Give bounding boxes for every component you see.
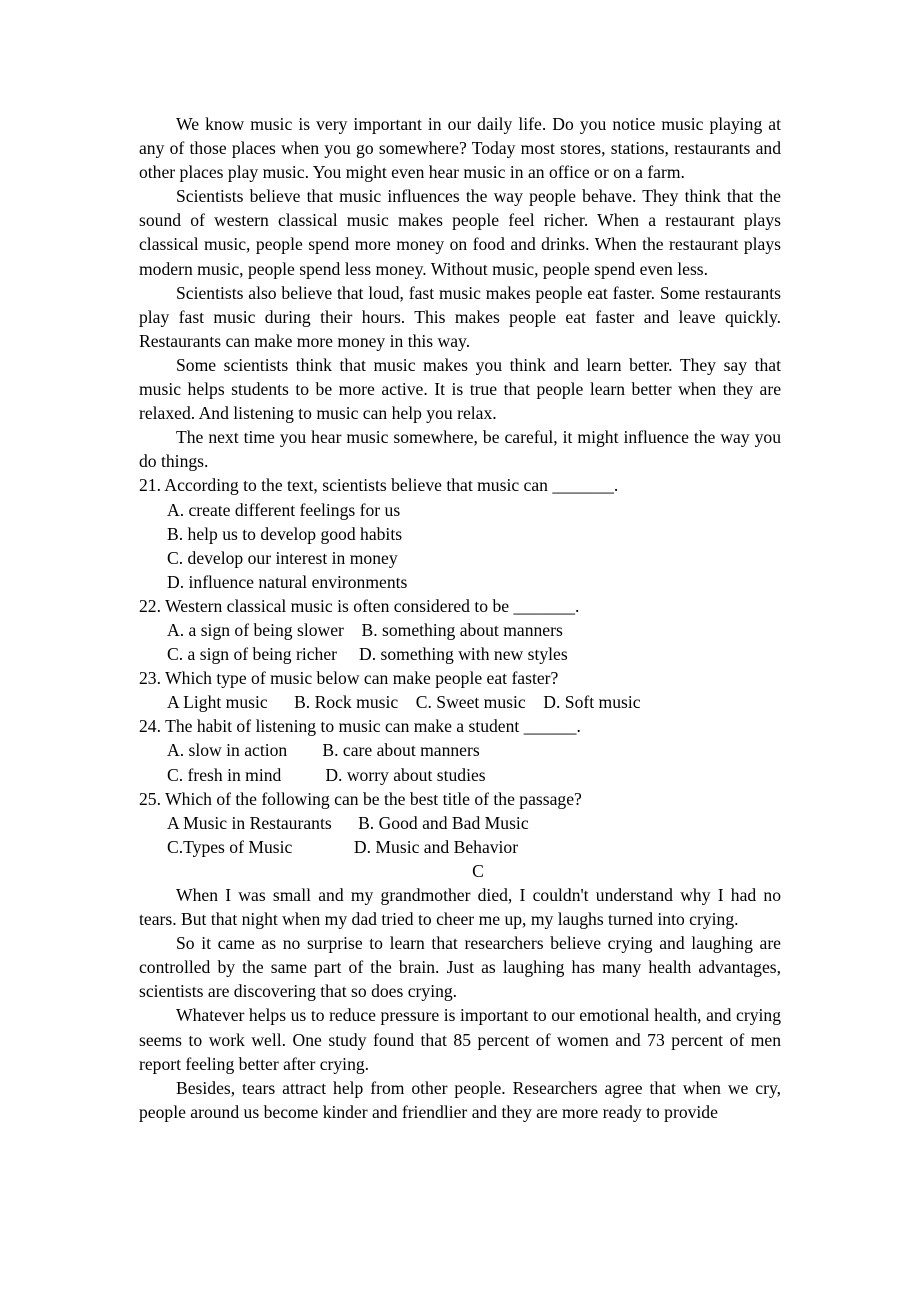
option-line: A. create different feelings for us <box>167 499 401 520</box>
question-22 <box>139 594 781 666</box>
question-21 <box>139 473 781 593</box>
option-line: C. develop our interest in money <box>167 547 398 568</box>
passage-c-paragraph-2: So it came as no surprise to learn that researchers believe crying and laughing are controlled by the same part of the brain. Just as laughing has many health advantages, scientists are discovering that so does crying. <box>139 933 781 1002</box>
question-23 <box>139 666 781 714</box>
question-stem: 23. Which type of music below can make people eat faster? <box>139 668 559 689</box>
option-line: A. slow in action B. care about manners <box>167 740 480 761</box>
question-25 <box>139 787 781 859</box>
option-line: A. a sign of being slower B. something about manners <box>167 619 563 640</box>
option-line: C. fresh in mind D. worry about studies <box>167 764 486 785</box>
option-line: D. influence natural environments <box>167 571 408 592</box>
option-line: C. a sign of being richer D. something with new styles <box>167 644 568 665</box>
passage-c-paragraph-4: Besides, tears attract help from other people. Researchers agree that when we cry, people around us become kinder and friendlier and they are more ready to provide <box>139 1077 781 1122</box>
passage-b <box>139 112 781 473</box>
option-line: A Light music B. Rock music C. Sweet music D. Soft music <box>167 692 641 713</box>
passage-b-paragraph-4: Some scientists think that music makes you think and learn better. They say that music helps students to be more active. It is true that people learn better when they are relaxed. And listening to music can help you relax. <box>139 354 781 424</box>
option-line: C.Types of Music D. Music and Behavior <box>167 836 519 857</box>
question-stem: 22. Western classical music is often considered to be _______. <box>139 595 580 616</box>
passage-c <box>139 883 781 1124</box>
question-stem: 24. The habit of listening to music can make a student ______. <box>139 716 581 737</box>
passage-c-paragraph-3: Whatever helps us to reduce pressure is important to our emotional health, and crying seems to work well. One study found that 85 percent of women and 73 percent of men report feeling better after crying. <box>139 1005 781 1074</box>
passage-c-paragraph-1: When I was small and my grandmother died, I couldn't understand why I had no tears. But that night when my dad tried to cheer me up, my laughs turned into crying. <box>139 885 781 930</box>
passage-b-paragraph-1: We know music is very important in our daily life. Do you notice music playing at any of those places when you go somewhere? Today most stores, stations, restaurants and other places play music. You might even hear music in an office or on a farm. <box>139 114 781 183</box>
document-page <box>139 112 781 1124</box>
passage-b-paragraph-3: Scientists also believe that loud, fast music makes people eat faster. Some restaurants play fast music during their hours. This makes people eat faster and leave quickly. Restaurants can make more money in this way. <box>139 282 781 351</box>
option-line: A Music in Restaurants B. Good and Bad Music <box>167 812 529 833</box>
section-heading: C <box>472 860 484 881</box>
question-stem: 25. Which of the following can be the best title of the passage? <box>139 788 582 809</box>
passage-b-paragraph-5: The next time you hear music somewhere, be careful, it might influence the way you do things. <box>139 427 781 472</box>
option-line: B. help us to develop good habits <box>167 523 403 544</box>
passage-b-paragraph-2: Scientists believe that music influences the way people behave. They think that the sound of western classical music makes people feel richer. When a restaurant plays classical music, people spend more money on food and drinks. When the restaurant plays modern music, people spend less money. Without music, people spend even less. <box>139 186 781 279</box>
question-24 <box>139 714 781 786</box>
question-stem: 21. According to the text, scientists believe that music can _______. <box>139 475 619 496</box>
